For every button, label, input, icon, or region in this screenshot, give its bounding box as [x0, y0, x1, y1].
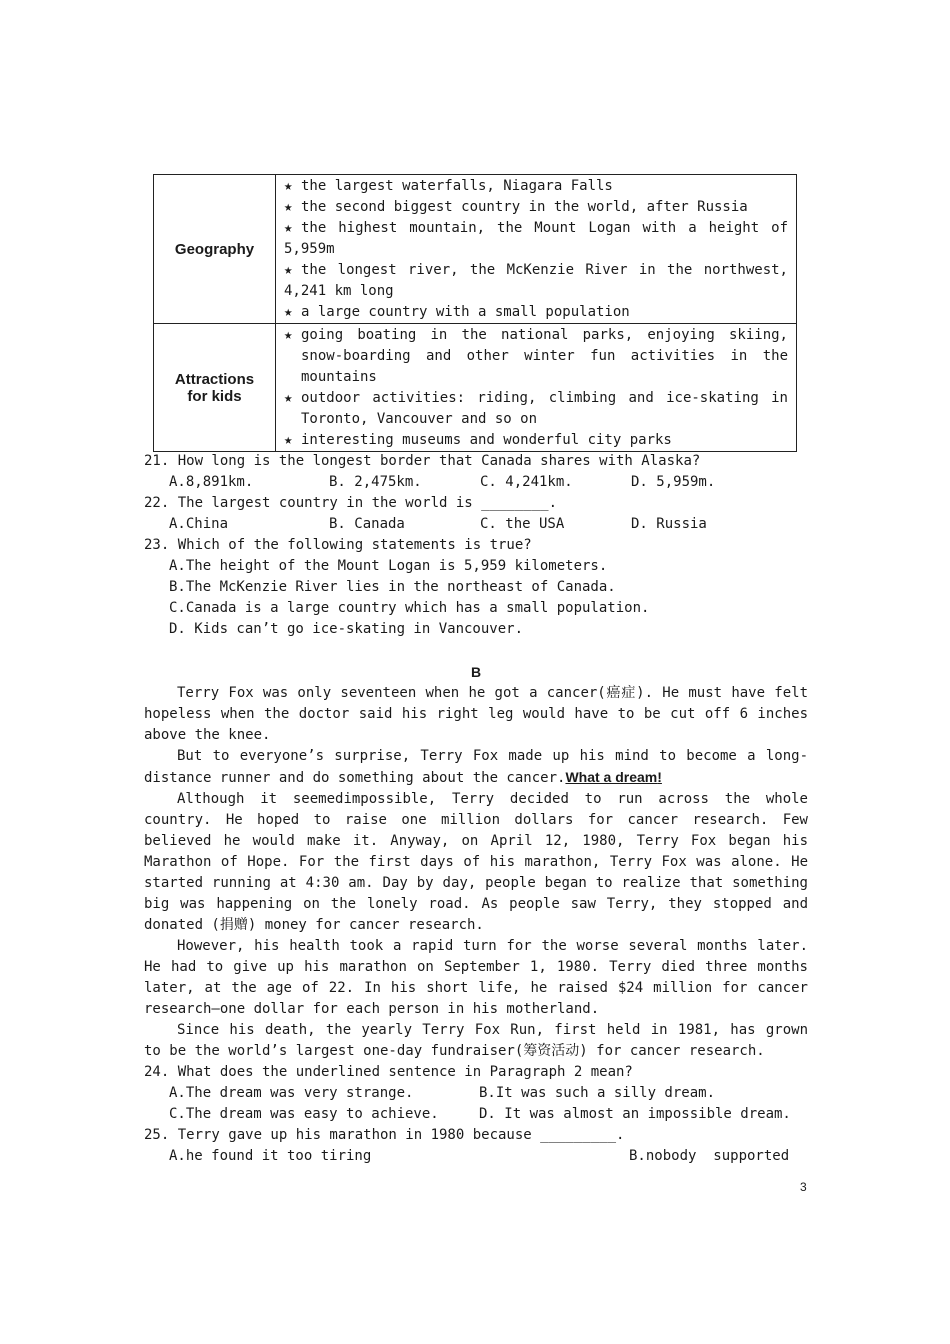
list-item: ★ the longest river, the McKenzie River in the northwest, 4,241 km long — [284, 262, 788, 299]
table-row-geography — [154, 175, 797, 324]
option-d: D. Russia — [631, 516, 707, 532]
star-icon: ★ — [284, 304, 293, 320]
option-c: C.The dream was easy to achieve. — [169, 1106, 439, 1122]
paragraph-2: But to everyone’s surprise, Terry Fox made up his mind to become a long-distance runner and do something about the cancer.What a dream! — [144, 748, 808, 786]
option-b: B.It was such a silly dream. — [479, 1085, 716, 1101]
option-c: C. 4,241km. — [480, 474, 573, 490]
section-heading: B — [470, 664, 482, 680]
option-a: A.he found it too tiring — [169, 1148, 372, 1164]
option-b: B.nobody supported — [629, 1148, 790, 1164]
list-item: ★ the highest mountain, the Mount Logan with a height of 5,959m — [284, 220, 788, 257]
page-number: 3 — [800, 1180, 807, 1194]
option-d: D. 5,959m. — [631, 474, 716, 490]
option-b: B.The McKenzie River lies in the northeast of Canada. — [169, 579, 616, 595]
question-24: 24. What does the underlined sentence in Paragraph 2 mean? — [144, 1064, 633, 1080]
paragraph-1: Terry Fox was only seventeen when he got a cancer(癌症). He must have felt hopeless when the doctor said his right leg would have to be cut off 6 inches above the knee. — [144, 685, 808, 743]
questions-block-a — [144, 451, 808, 640]
star-icon: ★ — [284, 178, 293, 194]
question-23: 23. Which of the following statements is true? — [144, 537, 532, 553]
options-25 — [144, 1146, 808, 1167]
option-b: B. 2,475km. — [329, 474, 422, 490]
question-22: 22. The largest country in the world is ________. — [144, 495, 558, 511]
table-row-attractions — [154, 324, 797, 452]
option-a: A.China — [169, 516, 229, 532]
list-item: ★ going boating in the national parks, enjoying skiing, snow-boarding and other winter fun activities in the mountains — [284, 327, 788, 385]
options-22 — [144, 514, 808, 535]
attractions-label: Attractions for kids — [154, 324, 276, 452]
list-item: ★ the largest waterfalls, Niagara Falls — [284, 176, 788, 197]
star-icon: ★ — [284, 199, 293, 215]
options-21 — [144, 472, 808, 493]
geography-content — [276, 175, 797, 324]
option-d: D. It was almost an impossible dream. — [479, 1106, 791, 1122]
options-24-row1 — [144, 1083, 808, 1104]
option-c: C.Canada is a large country which has a small population. — [169, 600, 650, 616]
list-item: ★ interesting museums and wonderful city parks — [284, 430, 788, 451]
question-25: 25. Terry gave up his marathon in 1980 because _________. — [144, 1127, 625, 1143]
question-21: 21. How long is the longest border that Canada shares with Alaska? — [144, 453, 701, 469]
star-icon: ★ — [284, 220, 293, 236]
canada-info-table — [153, 174, 797, 452]
option-a: A.The height of the Mount Logan is 5,959 kilometers. — [169, 558, 608, 574]
option-d: D. Kids can’t go ice-skating in Vancouver. — [169, 621, 524, 637]
option-b: B. Canada — [329, 516, 405, 532]
list-item: ★ the second biggest country in the world, after Russia — [284, 197, 788, 218]
attractions-content — [276, 324, 797, 452]
list-item: ★ outdoor activities: riding, climbing and ice-skating in Toronto, Vancouver and so on — [284, 390, 788, 427]
star-icon: ★ — [284, 390, 293, 406]
star-icon: ★ — [284, 432, 293, 448]
star-icon: ★ — [284, 327, 293, 343]
paragraph-3: Although it seemedimpossible, Terry decided to run across the whole country. He hoped to raise one million dollars for cancer research. Few believed he would make it. Anyway, on April 12, 1980, Terry Fox began his Marathon of Hope. For the first days of his marathon, Terry Fox was alone. He started running at 4:30 am. Day by day, people began to realize that something big was happening on the lonely road. As people saw Terry, they stopped and donated (捐赠) money for cancer research. — [144, 791, 808, 933]
options-24-row2 — [144, 1104, 808, 1125]
star-icon: ★ — [284, 262, 293, 278]
option-c: C. the USA — [480, 516, 565, 532]
passage-b — [144, 662, 808, 1167]
paragraph-5: Since his death, the yearly Terry Fox Run, first held in 1981, has grown to be the world’s largest one-day fundraiser(筹资活动) for cancer research. — [144, 1022, 808, 1059]
option-a: A.The dream was very strange. — [169, 1085, 414, 1101]
list-item: ★ a large country with a small population — [284, 302, 788, 323]
paragraph-4: However, his health took a rapid turn for the worse several months later. He had to give up his marathon on September 1, 1980. Terry died three months later, at the age of 22. In his short life, he raised $24 million for cancer research—one dollar for each person in his motherland. — [144, 938, 808, 1017]
option-a: A.8,891km. — [169, 474, 254, 490]
geography-label: Geography — [154, 175, 276, 324]
underlined-sentence: What a dream — [565, 769, 658, 785]
